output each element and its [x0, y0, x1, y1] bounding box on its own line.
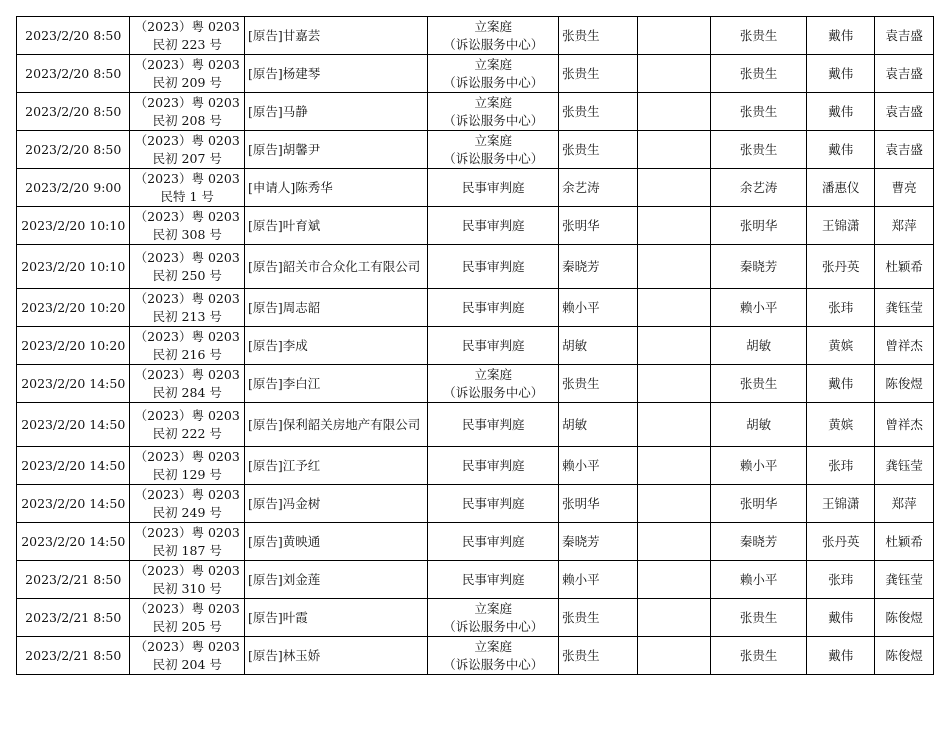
party-cell: [申请人]陈秀华	[244, 169, 427, 207]
table-row	[17, 485, 934, 523]
tribunal-line1: 民事审判庭	[461, 217, 525, 233]
hearing-time-cell: 2023/2/20 9:00	[17, 169, 130, 207]
tribunal-line1: 立案庭	[474, 94, 512, 110]
tribunal-line1: 立案庭	[474, 132, 512, 148]
case-number-cell	[130, 485, 244, 523]
judge-cell: 赖小平	[559, 289, 638, 327]
party-cell: [原告]黄映通	[244, 523, 427, 561]
tribunal-line1: 民事审判庭	[461, 299, 525, 315]
case-number-line1: （2023）粤 0203	[134, 170, 240, 186]
hearing-time-cell: 2023/2/20 8:50	[17, 17, 130, 55]
party-cell: [原告]冯金树	[244, 485, 427, 523]
case-number-cell	[130, 447, 244, 485]
clerk-cell: 杜颖希	[875, 523, 934, 561]
empty-cell	[638, 131, 711, 169]
case-number-line1: （2023）粤 0203	[134, 486, 240, 502]
party-cell: [原告]周志韶	[244, 289, 427, 327]
case-number-cell	[130, 327, 244, 365]
case-number-cell	[130, 403, 244, 447]
case-number-cell	[130, 637, 244, 675]
panel-member-cell: 张玮	[807, 447, 875, 485]
tribunal-cell	[428, 17, 559, 55]
tribunal-line2: （诉讼服务中心）	[443, 384, 544, 400]
panel-member-cell: 戴伟	[807, 131, 875, 169]
table-row	[17, 55, 934, 93]
hearing-time-cell: 2023/2/20 8:50	[17, 55, 130, 93]
case-number-line2: 民初 222 号	[152, 425, 222, 441]
tribunal-line1: 民事审判庭	[461, 571, 525, 587]
empty-cell	[638, 245, 711, 289]
tribunal-line1: 民事审判庭	[461, 416, 525, 432]
table-row	[17, 131, 934, 169]
table-row	[17, 93, 934, 131]
case-number-line1: （2023）粤 0203	[134, 249, 240, 265]
presiding-judge-cell: 余艺涛	[711, 169, 807, 207]
case-number-line1: （2023）粤 0203	[134, 407, 240, 423]
judge-cell: 余艺涛	[559, 169, 638, 207]
table-row	[17, 289, 934, 327]
case-number-line2: 民特 1 号	[160, 188, 214, 204]
presiding-judge-cell: 张贵生	[711, 93, 807, 131]
hearing-schedule-table	[16, 16, 934, 675]
tribunal-line1: 立案庭	[474, 18, 512, 34]
panel-member-cell: 张丹英	[807, 523, 875, 561]
empty-cell	[638, 637, 711, 675]
clerk-cell: 龚钰莹	[875, 447, 934, 485]
case-number-line1: （2023）粤 0203	[134, 56, 240, 72]
empty-cell	[638, 93, 711, 131]
case-number-line1: （2023）粤 0203	[134, 94, 240, 110]
case-number-cell	[130, 207, 244, 245]
hearing-time-cell: 2023/2/21 8:50	[17, 561, 130, 599]
clerk-cell: 郑萍	[875, 207, 934, 245]
empty-cell	[638, 365, 711, 403]
case-number-cell	[130, 131, 244, 169]
party-cell: [原告]刘金莲	[244, 561, 427, 599]
case-number-cell	[130, 561, 244, 599]
presiding-judge-cell: 张贵生	[711, 131, 807, 169]
table-row	[17, 403, 934, 447]
presiding-judge-cell: 秦晓芳	[711, 245, 807, 289]
hearing-time-cell: 2023/2/21 8:50	[17, 637, 130, 675]
case-number-cell	[130, 365, 244, 403]
table-row	[17, 523, 934, 561]
tribunal-line1: 立案庭	[474, 638, 512, 654]
presiding-judge-cell: 张贵生	[711, 55, 807, 93]
clerk-cell: 袁吉盛	[875, 17, 934, 55]
empty-cell	[638, 403, 711, 447]
judge-cell: 张贵生	[559, 599, 638, 637]
tribunal-line2: （诉讼服务中心）	[443, 74, 544, 90]
table-row	[17, 245, 934, 289]
presiding-judge-cell: 赖小平	[711, 561, 807, 599]
party-cell: [原告]甘嘉芸	[244, 17, 427, 55]
hearing-time-cell: 2023/2/20 10:20	[17, 289, 130, 327]
tribunal-cell	[428, 637, 559, 675]
clerk-cell: 曾祥杰	[875, 403, 934, 447]
panel-member-cell: 张丹英	[807, 245, 875, 289]
table-row	[17, 599, 934, 637]
tribunal-cell	[428, 485, 559, 523]
party-cell: [原告]林玉娇	[244, 637, 427, 675]
case-number-line1: （2023）粤 0203	[134, 18, 240, 34]
case-number-cell	[130, 17, 244, 55]
empty-cell	[638, 561, 711, 599]
presiding-judge-cell: 张贵生	[711, 637, 807, 675]
case-number-line1: （2023）粤 0203	[134, 366, 240, 382]
hearing-time-cell: 2023/2/20 14:50	[17, 403, 130, 447]
case-number-cell	[130, 93, 244, 131]
tribunal-cell	[428, 245, 559, 289]
case-number-line1: （2023）粤 0203	[134, 290, 240, 306]
empty-cell	[638, 55, 711, 93]
case-number-cell	[130, 169, 244, 207]
clerk-cell: 陈俊煜	[875, 599, 934, 637]
presiding-judge-cell: 张贵生	[711, 17, 807, 55]
case-number-line2: 民初 208 号	[152, 112, 222, 128]
table-row	[17, 447, 934, 485]
tribunal-line2: （诉讼服务中心）	[443, 36, 544, 52]
hearing-time-cell: 2023/2/20 14:50	[17, 523, 130, 561]
case-number-cell	[130, 523, 244, 561]
empty-cell	[638, 169, 711, 207]
empty-cell	[638, 523, 711, 561]
hearing-time-cell: 2023/2/20 8:50	[17, 131, 130, 169]
empty-cell	[638, 289, 711, 327]
hearing-time-cell: 2023/2/21 8:50	[17, 599, 130, 637]
panel-member-cell: 张玮	[807, 289, 875, 327]
presiding-judge-cell: 张贵生	[711, 599, 807, 637]
tribunal-line1: 民事审判庭	[461, 533, 525, 549]
tribunal-cell	[428, 169, 559, 207]
panel-member-cell: 戴伟	[807, 637, 875, 675]
presiding-judge-cell: 张明华	[711, 485, 807, 523]
judge-cell: 胡敏	[559, 327, 638, 365]
party-cell: [原告]胡馨尹	[244, 131, 427, 169]
clerk-cell: 袁吉盛	[875, 93, 934, 131]
empty-cell	[638, 485, 711, 523]
hearing-time-cell: 2023/2/20 14:50	[17, 485, 130, 523]
panel-member-cell: 黄嫔	[807, 403, 875, 447]
empty-cell	[638, 327, 711, 365]
case-number-line1: （2023）粤 0203	[134, 208, 240, 224]
panel-member-cell: 戴伟	[807, 365, 875, 403]
hearing-time-cell: 2023/2/20 14:50	[17, 365, 130, 403]
case-number-line2: 民初 284 号	[152, 384, 222, 400]
panel-member-cell: 戴伟	[807, 55, 875, 93]
clerk-cell: 龚钰莹	[875, 561, 934, 599]
judge-cell: 胡敏	[559, 403, 638, 447]
clerk-cell: 陈俊煜	[875, 365, 934, 403]
tribunal-line1: 民事审判庭	[461, 495, 525, 511]
presiding-judge-cell: 胡敏	[711, 403, 807, 447]
case-number-line2: 民初 207 号	[152, 150, 222, 166]
clerk-cell: 袁吉盛	[875, 55, 934, 93]
tribunal-line1: 立案庭	[474, 366, 512, 382]
party-cell: [原告]韶关市合众化工有限公司	[244, 245, 427, 289]
tribunal-cell	[428, 131, 559, 169]
tribunal-line2: （诉讼服务中心）	[443, 112, 544, 128]
table-row	[17, 17, 934, 55]
case-number-line1: （2023）粤 0203	[134, 448, 240, 464]
panel-member-cell: 王锦潇	[807, 485, 875, 523]
table-row	[17, 637, 934, 675]
tribunal-cell	[428, 289, 559, 327]
party-cell: [原告]保利韶关房地产有限公司	[244, 403, 427, 447]
panel-member-cell: 戴伟	[807, 599, 875, 637]
judge-cell: 张贵生	[559, 55, 638, 93]
party-cell: [原告]叶育斌	[244, 207, 427, 245]
party-cell: [原告]杨建琴	[244, 55, 427, 93]
panel-member-cell: 潘惠仪	[807, 169, 875, 207]
presiding-judge-cell: 赖小平	[711, 289, 807, 327]
tribunal-cell	[428, 447, 559, 485]
judge-cell: 张贵生	[559, 637, 638, 675]
case-number-line2: 民初 249 号	[152, 504, 222, 520]
presiding-judge-cell: 赖小平	[711, 447, 807, 485]
empty-cell	[638, 599, 711, 637]
panel-member-cell: 戴伟	[807, 93, 875, 131]
presiding-judge-cell: 张贵生	[711, 365, 807, 403]
case-number-cell	[130, 289, 244, 327]
case-number-line1: （2023）粤 0203	[134, 132, 240, 148]
hearing-time-cell: 2023/2/20 10:10	[17, 245, 130, 289]
hearing-time-cell: 2023/2/20 10:10	[17, 207, 130, 245]
hearing-time-cell: 2023/2/20 14:50	[17, 447, 130, 485]
clerk-cell: 郑萍	[875, 485, 934, 523]
judge-cell: 张明华	[559, 207, 638, 245]
case-number-cell	[130, 599, 244, 637]
party-cell: [原告]李成	[244, 327, 427, 365]
case-number-line2: 民初 187 号	[152, 542, 222, 558]
clerk-cell: 曾祥杰	[875, 327, 934, 365]
clerk-cell: 袁吉盛	[875, 131, 934, 169]
panel-member-cell: 戴伟	[807, 17, 875, 55]
judge-cell: 张贵生	[559, 93, 638, 131]
tribunal-cell	[428, 561, 559, 599]
tribunal-line1: 民事审判庭	[461, 179, 525, 195]
case-number-line2: 民初 216 号	[152, 346, 222, 362]
judge-cell: 张贵生	[559, 17, 638, 55]
case-number-line1: （2023）粤 0203	[134, 328, 240, 344]
tribunal-cell	[428, 55, 559, 93]
table-row	[17, 561, 934, 599]
hearing-time-cell: 2023/2/20 8:50	[17, 93, 130, 131]
case-number-cell	[130, 245, 244, 289]
tribunal-cell	[428, 365, 559, 403]
empty-cell	[638, 447, 711, 485]
tribunal-line1: 立案庭	[474, 600, 512, 616]
tribunal-line1: 民事审判庭	[461, 258, 525, 274]
tribunal-line2: （诉讼服务中心）	[443, 618, 544, 634]
party-cell: [原告]叶霞	[244, 599, 427, 637]
case-number-line1: （2023）粤 0203	[134, 562, 240, 578]
tribunal-line1: 立案庭	[474, 56, 512, 72]
case-number-line2: 民初 223 号	[152, 36, 222, 52]
case-number-line2: 民初 205 号	[152, 618, 222, 634]
tribunal-cell	[428, 599, 559, 637]
case-number-line2: 民初 129 号	[152, 466, 222, 482]
tribunal-cell	[428, 327, 559, 365]
case-number-line1: （2023）粤 0203	[134, 524, 240, 540]
judge-cell: 张明华	[559, 485, 638, 523]
empty-cell	[638, 17, 711, 55]
judge-cell: 赖小平	[559, 447, 638, 485]
tribunal-cell	[428, 93, 559, 131]
case-number-line2: 民初 209 号	[152, 74, 222, 90]
party-cell: [原告]李白江	[244, 365, 427, 403]
case-number-line2: 民初 204 号	[152, 656, 222, 672]
case-number-line1: （2023）粤 0203	[134, 638, 240, 654]
clerk-cell: 龚钰莹	[875, 289, 934, 327]
table-row	[17, 327, 934, 365]
table-body	[17, 17, 934, 675]
panel-member-cell: 张玮	[807, 561, 875, 599]
tribunal-cell	[428, 523, 559, 561]
clerk-cell: 曹亮	[875, 169, 934, 207]
case-number-line2: 民初 310 号	[152, 580, 222, 596]
tribunal-cell	[428, 207, 559, 245]
empty-cell	[638, 207, 711, 245]
party-cell: [原告]马静	[244, 93, 427, 131]
presiding-judge-cell: 秦晓芳	[711, 523, 807, 561]
case-number-line2: 民初 308 号	[152, 226, 222, 242]
case-number-cell	[130, 55, 244, 93]
case-number-line2: 民初 213 号	[152, 308, 222, 324]
party-cell: [原告]江予红	[244, 447, 427, 485]
panel-member-cell: 王锦潇	[807, 207, 875, 245]
tribunal-line2: （诉讼服务中心）	[443, 150, 544, 166]
presiding-judge-cell: 张明华	[711, 207, 807, 245]
tribunal-line2: （诉讼服务中心）	[443, 656, 544, 672]
table-row	[17, 365, 934, 403]
table-row	[17, 207, 934, 245]
judge-cell: 秦晓芳	[559, 245, 638, 289]
judge-cell: 张贵生	[559, 365, 638, 403]
table-row	[17, 169, 934, 207]
judge-cell: 赖小平	[559, 561, 638, 599]
tribunal-cell	[428, 403, 559, 447]
clerk-cell: 杜颖希	[875, 245, 934, 289]
case-number-line1: （2023）粤 0203	[134, 600, 240, 616]
tribunal-line1: 民事审判庭	[461, 337, 525, 353]
judge-cell: 秦晓芳	[559, 523, 638, 561]
tribunal-line1: 民事审判庭	[461, 457, 525, 473]
judge-cell: 张贵生	[559, 131, 638, 169]
panel-member-cell: 黄嫔	[807, 327, 875, 365]
case-number-line2: 民初 250 号	[152, 267, 222, 283]
presiding-judge-cell: 胡敏	[711, 327, 807, 365]
hearing-time-cell: 2023/2/20 10:20	[17, 327, 130, 365]
clerk-cell: 陈俊煜	[875, 637, 934, 675]
